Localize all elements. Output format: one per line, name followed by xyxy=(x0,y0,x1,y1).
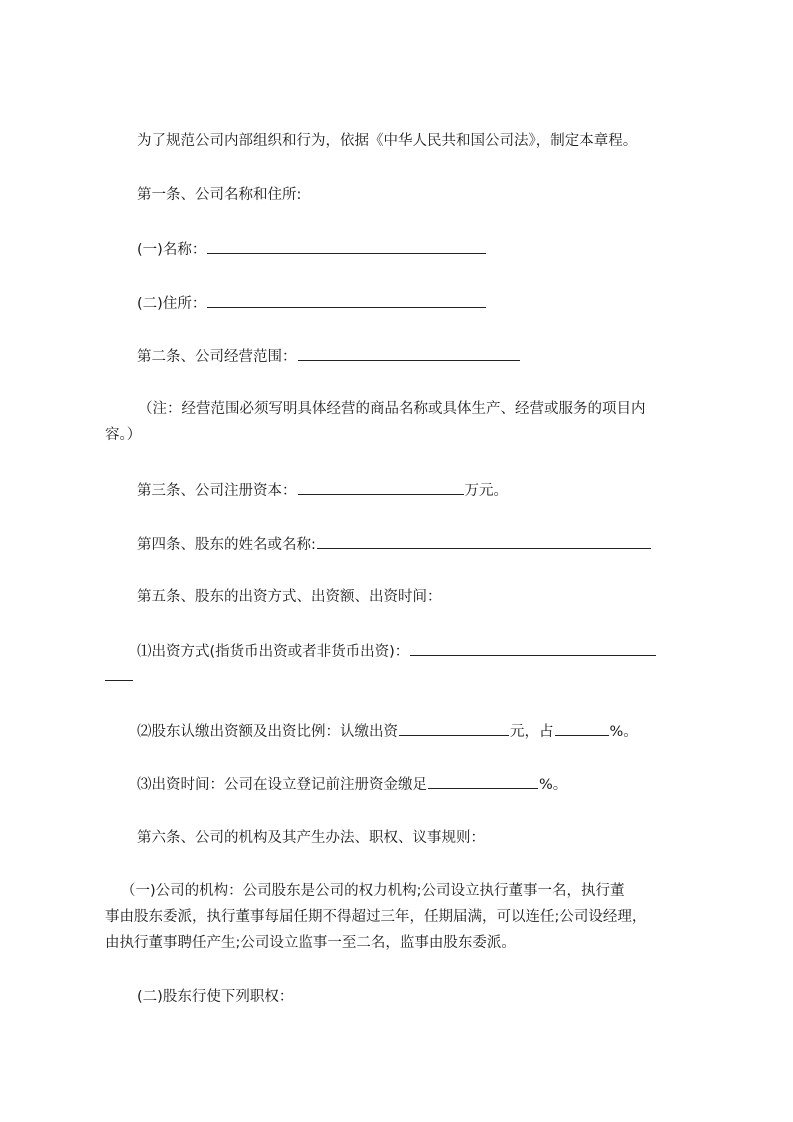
contribution-method-blank-continued xyxy=(105,666,133,681)
name-blank xyxy=(207,239,486,254)
article-4-prefix: 第四条、股东的姓名或名称: xyxy=(137,537,316,553)
contribution-ratio-blank xyxy=(555,721,609,736)
article-5-item-1-row-continued xyxy=(105,666,133,687)
item-3-suffix: %。 xyxy=(539,777,568,793)
article-5-item-2-row xyxy=(137,721,638,742)
subscribed-amount-blank xyxy=(399,721,509,736)
article-6-paragraph-1-line-2: 事由股东委派，执行董事每届任期不得超过三年，任期届满，可以连任;公司设经理， xyxy=(105,909,647,925)
article-5-title: 第五条、股东的出资方式、出资额、出资时间： xyxy=(137,589,442,605)
article-3-suffix: 万元。 xyxy=(464,483,508,499)
article-3-prefix: 第三条、公司注册资本： xyxy=(137,483,297,499)
article-6-paragraph-2: (二)股东行使下列职权： xyxy=(137,989,294,1005)
article-6-paragraph-1-line-3: 由执行董事聘任产生;公司设立监事一至二名，监事由股东委派。 xyxy=(105,935,516,951)
paid-in-ratio-blank xyxy=(428,774,538,789)
item-2-prefix: ⑵股东认缴出资额及出资比例：认缴出资 xyxy=(137,724,398,740)
shareholder-name-blank xyxy=(317,534,651,549)
article-1-title: 第一条、公司名称和住所: xyxy=(137,187,302,203)
business-scope-blank xyxy=(298,346,520,361)
registered-capital-blank xyxy=(298,480,464,495)
article-2-note-line-1: （注：经营范围必须写明具体经营的商品名称或具体生产、经营或服务的项目内 xyxy=(138,401,646,417)
article-5-item-3-row xyxy=(137,774,567,795)
article-2-title: 第二条、公司经营范围： xyxy=(137,349,297,365)
item-1-prefix: ⑴出资方式(指货币出资或者非货币出资)： xyxy=(137,644,410,660)
item-3-prefix: ⑶出资时间：公司在设立登记前注册资金缴足 xyxy=(137,777,427,793)
item-2-mid: 元，占 xyxy=(510,724,554,740)
address-blank xyxy=(207,293,486,308)
article-4-row xyxy=(137,534,652,555)
article-1-address-row xyxy=(137,293,487,314)
article-6-paragraph-1-line-1: （一)公司的机构：公司股东是公司的权力机构;公司设立执行董事一名，执行董 xyxy=(121,883,625,899)
article-2-note-line-2: 容。） xyxy=(105,427,142,443)
contribution-method-blank xyxy=(410,641,656,656)
article-2-row xyxy=(137,346,521,367)
item-2-suffix: %。 xyxy=(609,724,638,740)
name-label: (一)名称： xyxy=(137,242,207,258)
article-1-name-row xyxy=(137,239,487,260)
article-5-item-1-row xyxy=(137,641,657,662)
article-3-row xyxy=(137,480,508,501)
article-6-title: 第六条、公司的机构及其产生办法、职权、议事规则： xyxy=(137,830,485,846)
intro-paragraph: 为了规范公司内部组织和行为，依据《中华人民共和国公司法》，制定本章程。 xyxy=(137,133,638,149)
address-label: (二)住所： xyxy=(137,296,207,312)
